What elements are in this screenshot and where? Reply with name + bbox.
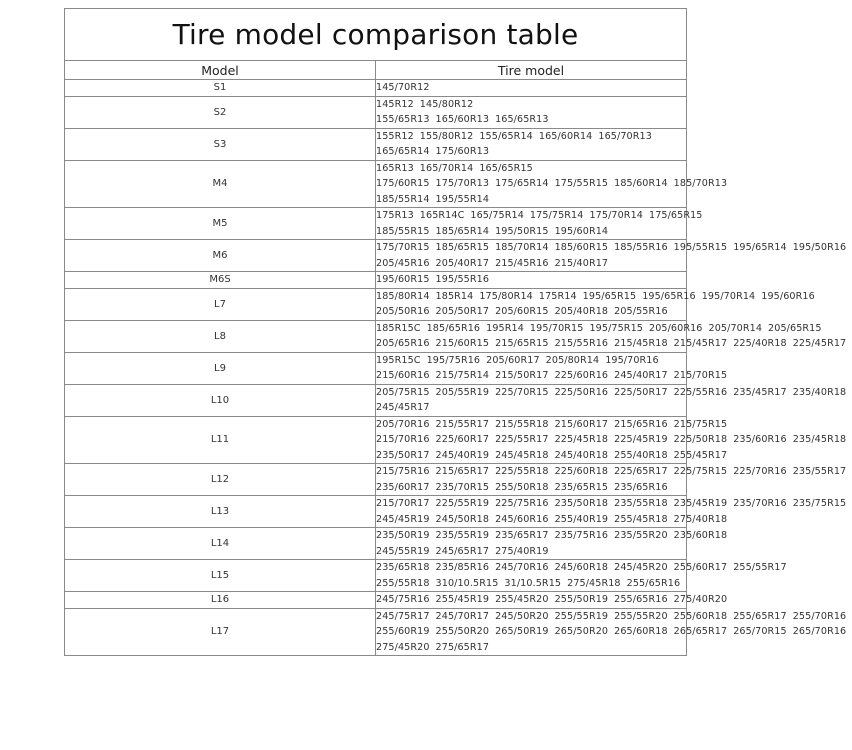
tire-line (376, 256, 686, 272)
tire-size: 245/65R17 (435, 545, 490, 557)
tire-size: 235/65R18 (376, 562, 430, 573)
table-row (65, 352, 687, 384)
model-cell: L11 (65, 416, 376, 464)
tire-size: 145R12 (376, 98, 414, 110)
tire-size: 215/70R16 (376, 434, 430, 445)
tire-size: 235/60R17 (376, 481, 430, 493)
tire-size: 155/65R14 (479, 130, 533, 142)
tire-size: 265/65R17 (673, 626, 728, 637)
tire-size: 275/40R19 (495, 545, 549, 557)
tire-size: 235/85R16 (435, 562, 490, 573)
tire-size: 245/45R17 (376, 402, 430, 413)
tire-size: 225/60R16 (554, 370, 609, 381)
tire-size: 165/65R13 (495, 114, 549, 125)
tire-size: 165/75R14 (470, 210, 524, 221)
tire-size: 255/45R17 (673, 449, 728, 461)
tire-size: 245/60R16 (495, 513, 549, 525)
tire-size: 195/65R14 (733, 242, 787, 253)
tire-size: 185/65R14 (435, 225, 490, 237)
tire-size: 165/65R14 (376, 146, 430, 157)
tire-size: 235/70R15 (435, 481, 490, 493)
tire-size: 205/40R17 (435, 257, 490, 269)
tire-size: 205/60R17 (486, 354, 540, 366)
tire-size: 265/70R16 (792, 626, 847, 637)
tire-size: 165/70R14 (419, 162, 474, 174)
tire-size: 215/45R17 (673, 338, 728, 349)
tire-line (376, 368, 728, 384)
tire-line (376, 353, 686, 369)
model-column-header: Model (65, 61, 376, 80)
tire-size: 255/55R17 (733, 562, 787, 573)
tire-size: 195/55R16 (435, 274, 490, 285)
tire-size: 175/70R14 (589, 210, 643, 221)
tire-line (376, 240, 847, 256)
table-row (65, 128, 687, 160)
tire-line (376, 560, 787, 576)
tire-line (376, 624, 847, 640)
tire-size: 225/55R17 (495, 434, 549, 445)
tire-line (376, 144, 686, 160)
table-row (65, 416, 687, 464)
tire-line (376, 304, 686, 320)
tire-size: 255/55R18 (376, 577, 430, 589)
model-cell: S1 (65, 80, 376, 97)
tire-models-cell (376, 560, 787, 592)
tire-size: 225/50R18 (673, 434, 728, 445)
tire-size: 235/65R16 (614, 481, 668, 493)
tire-models-cell (376, 416, 847, 464)
tire-size: 145/80R12 (419, 98, 474, 110)
tire-size: 215/40R17 (554, 257, 609, 269)
tire-size: 215/65R15 (495, 338, 549, 349)
tire-size: 195/70R14 (701, 290, 756, 302)
tire-line (376, 480, 686, 496)
tire-line (376, 512, 728, 528)
tire-size: 245/45R20 (614, 562, 668, 573)
tire-size: 215/55R16 (554, 338, 609, 349)
tire-size: 265/50R20 (554, 626, 609, 637)
tire-size: 175/70R13 (435, 178, 490, 189)
tire-size: 255/60R19 (376, 626, 430, 637)
tire-size: 255/45R20 (495, 594, 549, 605)
tire-line (376, 336, 847, 352)
tire-size: 310/10.5R15 (435, 577, 499, 589)
tire-size: 215/45R16 (495, 257, 549, 269)
tire-line (376, 528, 728, 544)
tire-size: 215/60R16 (376, 370, 430, 381)
tire-size: 215/65R17 (435, 466, 490, 477)
tire-size: 235/65R15 (554, 481, 609, 493)
tire-size: 175/80R14 (479, 290, 533, 302)
tire-size: 245/40R17 (614, 370, 668, 381)
tire-line (376, 640, 686, 656)
tire-size: 235/65R17 (495, 530, 549, 541)
tire-models-cell (376, 608, 847, 656)
model-cell: L15 (65, 560, 376, 592)
tire-line (376, 417, 728, 433)
tire-size: 195/65R16 (642, 290, 696, 302)
tire-size: 255/55R20 (614, 610, 668, 622)
tire-size: 235/45R18 (792, 434, 847, 445)
tire-size: 205/70R14 (708, 322, 763, 334)
tire-size: 205/55R16 (614, 306, 668, 317)
tire-size: 245/45R19 (376, 513, 430, 525)
tire-size: 185/55R15 (376, 225, 430, 237)
tire-size: 215/55R17 (435, 418, 490, 430)
tire-size: 245/40R19 (435, 449, 490, 461)
tire-size: 255/50R19 (554, 594, 609, 605)
table-row (65, 240, 687, 272)
tire-size: 195/65R15 (582, 290, 637, 302)
table-title: Tire model comparison table (65, 9, 687, 61)
tire-models-cell (376, 96, 687, 128)
tire-size: 225/70R16 (733, 466, 787, 477)
tire-size: 215/75R15 (673, 418, 728, 430)
tire-size: 275/45R18 (567, 577, 621, 589)
tire-size: 205/70R16 (376, 418, 430, 430)
tire-size: 255/50R18 (495, 481, 549, 493)
tire-models-cell (376, 352, 728, 384)
tire-size: 155/80R12 (419, 130, 474, 142)
tire-models-cell (376, 272, 687, 289)
tire-size: 245/60R18 (554, 562, 609, 573)
tire-line (376, 609, 847, 625)
tire-size: 215/50R17 (495, 370, 549, 381)
model-cell: M5 (65, 208, 376, 240)
tire-line (376, 224, 686, 240)
tire-size: 265/70R15 (733, 626, 787, 637)
tire-line (376, 129, 686, 145)
tire-size: 175R13 (376, 210, 414, 221)
tire-size: 225/55R16 (673, 386, 728, 398)
tire-size: 215/70R15 (673, 370, 728, 381)
table-row (65, 384, 687, 416)
tire-size: 205/50R16 (376, 306, 430, 317)
table-row (65, 320, 687, 352)
tire-size: 195/75R16 (426, 354, 481, 366)
tire-size: 215/75R16 (376, 466, 430, 477)
table-row (65, 592, 687, 609)
tire-size: 275/65R17 (435, 641, 490, 653)
table-row (65, 608, 687, 656)
tire-size: 205/60R16 (648, 322, 703, 334)
tire-size: 235/75R16 (554, 530, 609, 541)
tire-size: 205/55R19 (435, 386, 490, 398)
tire-size: 255/55R19 (554, 610, 609, 622)
tire-size: 225/75R16 (495, 498, 549, 509)
tire-size: 185/65R15 (435, 242, 490, 253)
table-row (65, 496, 687, 528)
tire-size: 215/70R17 (376, 498, 430, 509)
model-cell: L16 (65, 592, 376, 609)
tire-models-cell (376, 528, 728, 560)
tire-size: 225/40R18 (733, 338, 787, 349)
model-cell: L14 (65, 528, 376, 560)
tire-size: 185/65R16 (426, 322, 481, 334)
tire-size: 185/70R14 (495, 242, 549, 253)
tire-size: 205/40R18 (554, 306, 609, 317)
tire-size: 195/50R16 (792, 242, 847, 253)
tire-line (376, 289, 815, 305)
tire-line (376, 112, 686, 128)
tire-size: 195/60R14 (554, 225, 609, 237)
tire-size: 275/45R20 (376, 641, 430, 653)
tire-line (376, 385, 847, 401)
tire-models-cell (376, 160, 728, 208)
tire-size: 225/70R15 (495, 386, 549, 398)
tire-size: 195/50R15 (495, 225, 549, 237)
tire-size: 215/55R18 (495, 418, 549, 430)
table-row (65, 288, 687, 320)
tire-size: 155R12 (376, 130, 414, 142)
tire-size: 275/40R20 (673, 594, 728, 605)
tire-size: 205/80R14 (545, 354, 600, 366)
tire-models-cell (376, 464, 847, 496)
tire-models-cell (376, 80, 687, 97)
tire-line (376, 400, 686, 416)
tire-size: 225/45R18 (554, 434, 609, 445)
tire-size: 175/60R13 (435, 146, 490, 157)
tire-size: 145/70R12 (376, 82, 430, 93)
tire-size: 215/75R14 (435, 370, 490, 381)
tire-size: 255/65R16 (614, 594, 668, 605)
tire-size: 185/60R15 (554, 242, 609, 253)
tire-size: 245/70R16 (495, 562, 549, 573)
tire-size: 155/65R13 (376, 114, 430, 125)
tire-size: 255/40R19 (554, 513, 609, 525)
tire-size: 255/60R18 (673, 610, 728, 622)
tire-size: 205/60R15 (495, 306, 549, 317)
tire-line (376, 321, 822, 337)
tire-models-cell (376, 496, 847, 528)
tire-line (376, 496, 847, 512)
tire-size: 255/65R17 (733, 610, 787, 622)
tire-size: 235/50R19 (376, 530, 430, 541)
tire-size: 165R14C (419, 210, 465, 221)
model-cell: L12 (65, 464, 376, 496)
tire-model-column-header: Tire model (376, 61, 687, 80)
tire-size: 245/55R19 (376, 545, 430, 557)
tire-size: 255/50R20 (435, 626, 490, 637)
tire-size: 225/60R18 (554, 466, 609, 477)
model-cell: M6 (65, 240, 376, 272)
tire-size: 225/65R17 (614, 466, 668, 477)
model-cell: L13 (65, 496, 376, 528)
tire-size: 245/75R17 (376, 610, 430, 622)
tire-models-cell (376, 320, 847, 352)
model-cell: S3 (65, 128, 376, 160)
tire-size: 205/65R16 (376, 338, 430, 349)
tire-size: 235/50R18 (554, 498, 609, 509)
tire-size: 31/10.5R15 (504, 577, 562, 589)
title-row (65, 9, 687, 61)
tire-size: 235/40R18 (792, 386, 847, 398)
tire-size: 175/55R15 (554, 178, 609, 189)
tire-size: 185/55R14 (376, 193, 430, 205)
tire-size: 165/70R13 (598, 130, 652, 142)
tire-size: 255/60R17 (673, 562, 728, 573)
tire-models-cell (376, 288, 815, 320)
tire-size: 215/45R18 (614, 338, 668, 349)
tire-size: 185/70R13 (673, 178, 728, 189)
tire-size: 225/60R17 (435, 434, 490, 445)
tire-size: 235/55R18 (614, 498, 668, 509)
table-body (65, 80, 847, 656)
table-row (65, 560, 687, 592)
tire-line (376, 192, 686, 208)
tire-size: 165R13 (376, 162, 414, 174)
tire-size: 195/55R15 (673, 242, 728, 253)
tire-size: 175/65R15 (648, 210, 703, 221)
tire-size: 235/45R19 (673, 498, 728, 509)
tire-line (376, 176, 728, 192)
tire-size: 225/75R15 (673, 466, 728, 477)
tire-size: 185/80R14 (376, 290, 430, 302)
tire-models-cell (376, 208, 703, 240)
tire-size: 245/50R20 (495, 610, 549, 622)
tire-size: 165/60R13 (435, 114, 490, 125)
table-row (65, 464, 687, 496)
tire-size: 185/60R14 (614, 178, 668, 189)
tire-size: 275/40R18 (673, 513, 728, 525)
table-row (65, 160, 687, 208)
model-cell: M4 (65, 160, 376, 208)
tire-size: 225/45R19 (614, 434, 668, 445)
tire-size: 225/50R17 (614, 386, 668, 398)
tire-size: 255/45R19 (435, 594, 490, 605)
tire-size: 225/55R19 (435, 498, 490, 509)
header-row (65, 61, 687, 80)
tire-size: 185/55R16 (614, 242, 668, 253)
tire-size: 225/50R16 (554, 386, 609, 398)
tire-size: 255/40R18 (614, 449, 668, 461)
tire-line (376, 272, 686, 288)
tire-size: 175R14 (538, 290, 577, 302)
tire-size: 235/50R17 (376, 449, 430, 461)
tire-size: 175/75R14 (529, 210, 584, 221)
tire-size: 255/65R16 (626, 577, 681, 589)
tire-size: 245/40R18 (554, 449, 609, 461)
tire-size: 235/55R20 (614, 530, 668, 541)
tire-line (376, 80, 686, 96)
tire-size: 195/70R15 (529, 322, 584, 334)
table-row (65, 80, 687, 97)
tire-size: 235/55R19 (435, 530, 490, 541)
table-row (65, 96, 687, 128)
model-cell: L8 (65, 320, 376, 352)
tire-size: 205/50R17 (435, 306, 490, 317)
table-row (65, 272, 687, 289)
tire-size: 235/45R17 (733, 386, 787, 398)
tire-line (376, 448, 728, 464)
tire-size: 195R15C (376, 354, 421, 366)
tire-size: 175/60R15 (376, 178, 430, 189)
tire-models-cell (376, 384, 847, 416)
tire-line (376, 544, 686, 560)
tire-size: 195/60R15 (376, 274, 430, 285)
tire-size: 235/55R17 (792, 466, 847, 477)
tire-models-cell (376, 240, 847, 272)
model-cell: M6S (65, 272, 376, 289)
table-row (65, 528, 687, 560)
tire-size: 165/60R14 (538, 130, 593, 142)
tire-size: 235/75R15 (792, 498, 847, 509)
tire-size: 245/75R16 (376, 594, 430, 605)
tire-line (376, 208, 703, 224)
tire-size: 255/70R16 (792, 610, 847, 622)
tire-size: 235/60R16 (733, 434, 787, 445)
tire-size: 165/65R15 (479, 162, 533, 174)
tire-size: 265/60R18 (614, 626, 668, 637)
tire-line (376, 161, 686, 177)
tire-size: 205/45R16 (376, 257, 430, 269)
tire-size: 215/60R17 (554, 418, 609, 430)
tire-size: 205/65R15 (768, 322, 822, 334)
tire-size: 215/65R16 (614, 418, 668, 430)
tire-size: 185R15C (376, 322, 421, 334)
tire-size: 195/60R16 (761, 290, 815, 302)
tire-size: 235/70R16 (733, 498, 787, 509)
tire-size: 235/60R18 (673, 530, 728, 541)
tire-size: 195R14 (486, 322, 524, 334)
tire-size: 195/55R14 (435, 193, 490, 205)
tire-size: 175/70R15 (376, 242, 430, 253)
model-cell: L10 (65, 384, 376, 416)
table-row (65, 208, 687, 240)
model-cell: L9 (65, 352, 376, 384)
tire-size: 195/70R16 (605, 354, 659, 366)
tire-line (376, 592, 728, 608)
tire-line (376, 432, 847, 448)
tire-models-cell (376, 592, 728, 609)
tire-line (376, 576, 686, 592)
model-cell: L7 (65, 288, 376, 320)
tire-size: 205/75R15 (376, 386, 430, 398)
tire-size: 225/55R18 (495, 466, 549, 477)
tire-size: 175/65R14 (495, 178, 549, 189)
model-cell: S2 (65, 96, 376, 128)
tire-size: 245/70R17 (435, 610, 490, 622)
tire-size: 195/75R15 (589, 322, 643, 334)
tire-models-cell (376, 128, 687, 160)
tire-size: 255/45R18 (614, 513, 668, 525)
tire-size: 245/50R18 (435, 513, 490, 525)
tire-comparison-table (64, 8, 847, 656)
tire-size: 225/45R17 (792, 338, 847, 349)
tire-line (376, 464, 847, 480)
tire-size: 215/60R15 (435, 338, 490, 349)
tire-size: 265/50R19 (495, 626, 549, 637)
tire-size: 245/45R18 (495, 449, 549, 461)
model-cell: L17 (65, 608, 376, 656)
tire-line (376, 97, 686, 113)
tire-size: 185R14 (435, 290, 474, 302)
